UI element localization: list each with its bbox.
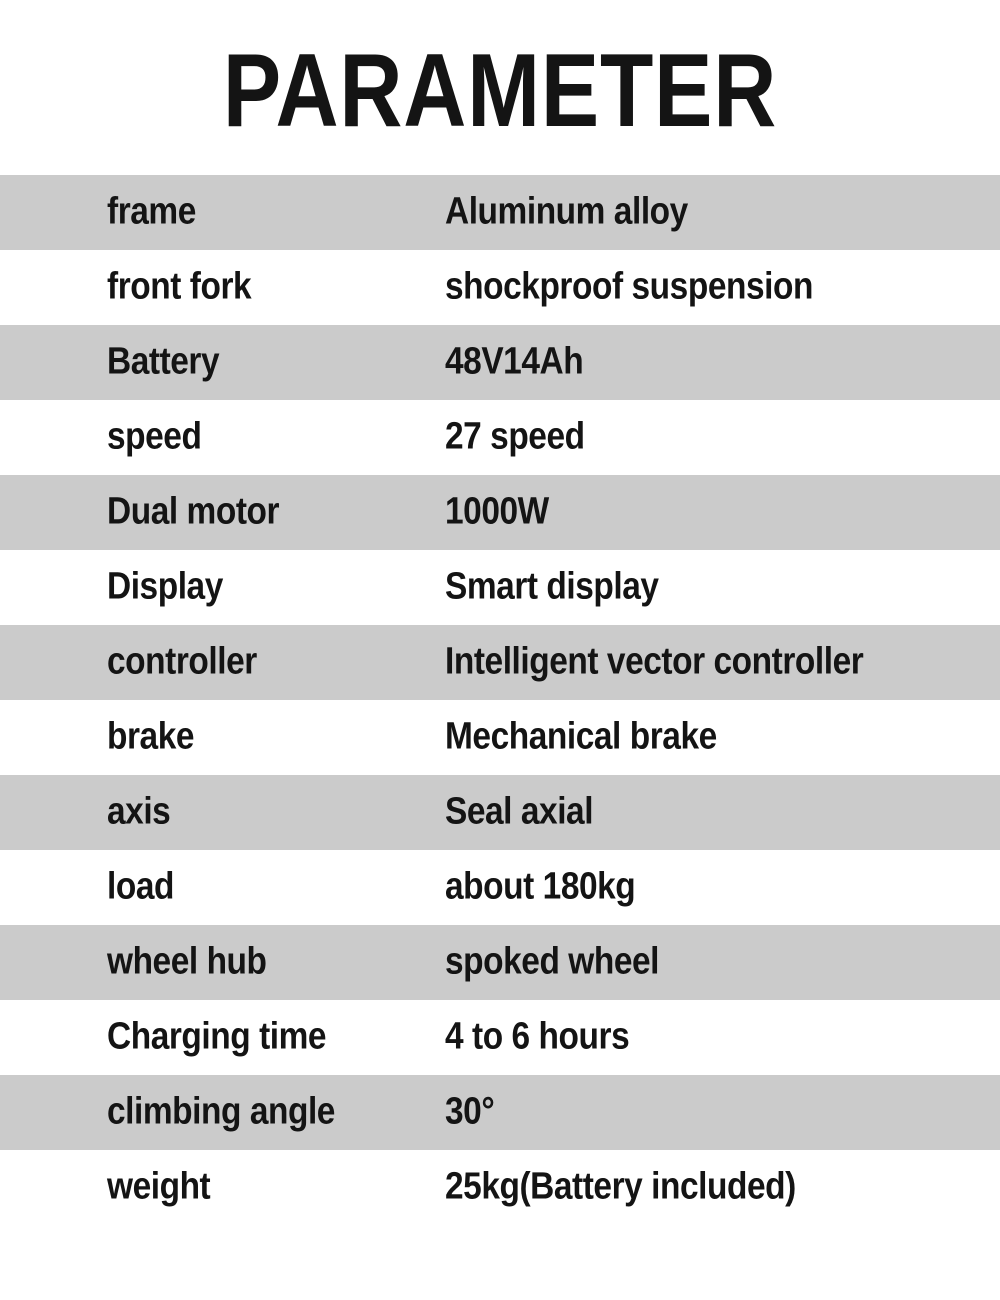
table-row xyxy=(0,550,1000,625)
table-row xyxy=(0,325,1000,400)
spec-label: frame xyxy=(107,190,196,233)
table-row xyxy=(0,700,1000,775)
table-row xyxy=(0,775,1000,850)
spec-value: 25kg(Battery included) xyxy=(445,1165,796,1208)
spec-value: spoked wheel xyxy=(445,940,660,983)
table-row xyxy=(0,175,1000,250)
spec-label: front fork xyxy=(107,265,252,308)
spec-label: wheel hub xyxy=(107,940,267,983)
table-row xyxy=(0,475,1000,550)
spec-label: axis xyxy=(107,790,171,833)
spec-value: 4 to 6 hours xyxy=(445,1015,630,1058)
spec-label: brake xyxy=(107,715,195,758)
spec-value: about 180kg xyxy=(445,865,636,908)
spec-label: speed xyxy=(107,415,202,458)
spec-value: Mechanical brake xyxy=(445,715,717,758)
table-row xyxy=(0,1150,1000,1225)
spec-value: Aluminum alloy xyxy=(445,190,688,233)
spec-table xyxy=(0,175,1000,1225)
spec-label: Charging time xyxy=(107,1015,327,1058)
table-row xyxy=(0,1075,1000,1150)
table-row xyxy=(0,850,1000,925)
spec-label: weight xyxy=(107,1165,211,1208)
spec-value: 1000W xyxy=(445,490,549,533)
spec-value: 27 speed xyxy=(445,415,585,458)
spec-label: Battery xyxy=(107,340,220,383)
spec-value: 48V14Ah xyxy=(445,340,584,383)
table-row xyxy=(0,250,1000,325)
spec-value: Seal axial xyxy=(445,790,594,833)
spec-label: load xyxy=(107,865,174,908)
spec-label: controller xyxy=(107,640,257,683)
spec-value: 30° xyxy=(445,1090,495,1133)
spec-value: shockproof suspension xyxy=(445,265,813,308)
spec-label: Display xyxy=(107,565,223,608)
spec-value: Intelligent vector controller xyxy=(445,640,864,683)
spec-label: climbing angle xyxy=(107,1090,335,1133)
table-row xyxy=(0,400,1000,475)
table-row xyxy=(0,1000,1000,1075)
page-title: PARAMETER xyxy=(222,33,778,149)
table-row xyxy=(0,925,1000,1000)
table-row xyxy=(0,625,1000,700)
spec-value: Smart display xyxy=(445,565,659,608)
spec-label: Dual motor xyxy=(107,490,280,533)
